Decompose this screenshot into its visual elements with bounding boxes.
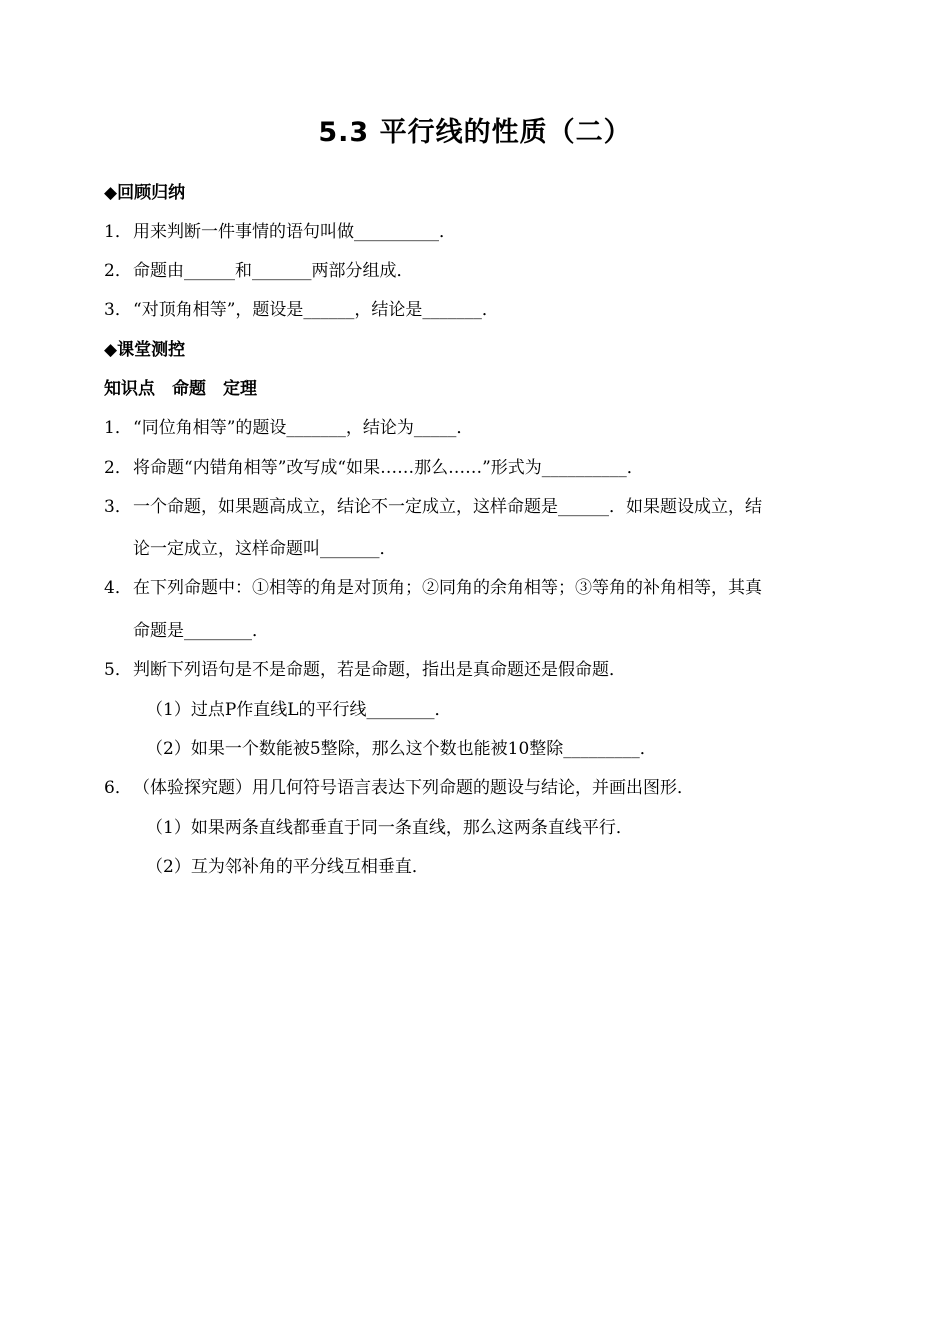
review-item-1 bbox=[104, 219, 456, 245]
practice-item-5-sub-1: （1）过点P作直线L的平行线________． bbox=[146, 700, 452, 720]
item-number: 2． bbox=[104, 458, 132, 478]
item-text: “对顶角相等”，题设是______，结论是_______． bbox=[133, 300, 499, 320]
item-text: 一个命题，如果题高成立，结论不一定成立，这样命题是______．如果题设成立，结 bbox=[133, 497, 762, 517]
item-text: “同位角相等”的题设_______，结论为_____． bbox=[133, 418, 474, 438]
practice-item-4 bbox=[104, 575, 762, 601]
item-text: （体验探究题）用几何符号语言表达下列命题的题设与结论，并画出图形． bbox=[133, 778, 694, 798]
item-number: 5． bbox=[104, 660, 132, 680]
item-number: 3． bbox=[104, 497, 132, 517]
item-number: 4． bbox=[104, 578, 132, 598]
item-number: 1． bbox=[104, 222, 132, 242]
practice-item-6-sub-1: （1）如果两条直线都垂直于同一条直线，那么这两条直线平行． bbox=[146, 818, 633, 838]
item-text: 将命题“内错角相等”改写成“如果……那么……”形式为__________． bbox=[133, 458, 644, 478]
practice-heading: ◆课堂测控 bbox=[104, 340, 186, 360]
practice-item-3 bbox=[104, 494, 762, 520]
item-text: 用来判断一件事情的语句叫做__________． bbox=[133, 222, 456, 242]
practice-item-5-sub-2: （2）如果一个数能被5整除，那么这个数也能被10整除_________． bbox=[146, 739, 657, 759]
practice-item-1 bbox=[104, 415, 473, 441]
item-text: 命题由______和_______两部分组成． bbox=[133, 261, 414, 281]
item-number: 2． bbox=[104, 261, 132, 281]
item-number: 6． bbox=[104, 778, 132, 798]
practice-item-5 bbox=[104, 657, 626, 683]
practice-item-6 bbox=[104, 775, 694, 801]
item-text: 判断下列语句是不是命题，若是命题，指出是真命题还是假命题． bbox=[133, 660, 626, 680]
item-number: 3． bbox=[104, 300, 132, 320]
page-title: 5.3 平行线的性质（二） bbox=[318, 117, 632, 148]
item-number: 1． bbox=[104, 418, 132, 438]
practice-item-4-continuation: 命题是________． bbox=[133, 621, 269, 641]
review-item-2 bbox=[104, 258, 414, 284]
practice-item-2 bbox=[104, 455, 644, 481]
practice-item-3-continuation: 论一定成立，这样命题叫_______． bbox=[133, 539, 397, 559]
review-heading: ◆回顾归纳 bbox=[104, 183, 186, 203]
practice-item-6-sub-2: （2）互为邻补角的平分线互相垂直． bbox=[146, 857, 429, 877]
practice-subheading: 知识点 命题 定理 bbox=[104, 379, 257, 399]
item-text: 在下列命题中：①相等的角是对顶角；②同角的余角相等；③等角的补角相等，其真 bbox=[133, 578, 762, 598]
review-item-3 bbox=[104, 297, 499, 323]
